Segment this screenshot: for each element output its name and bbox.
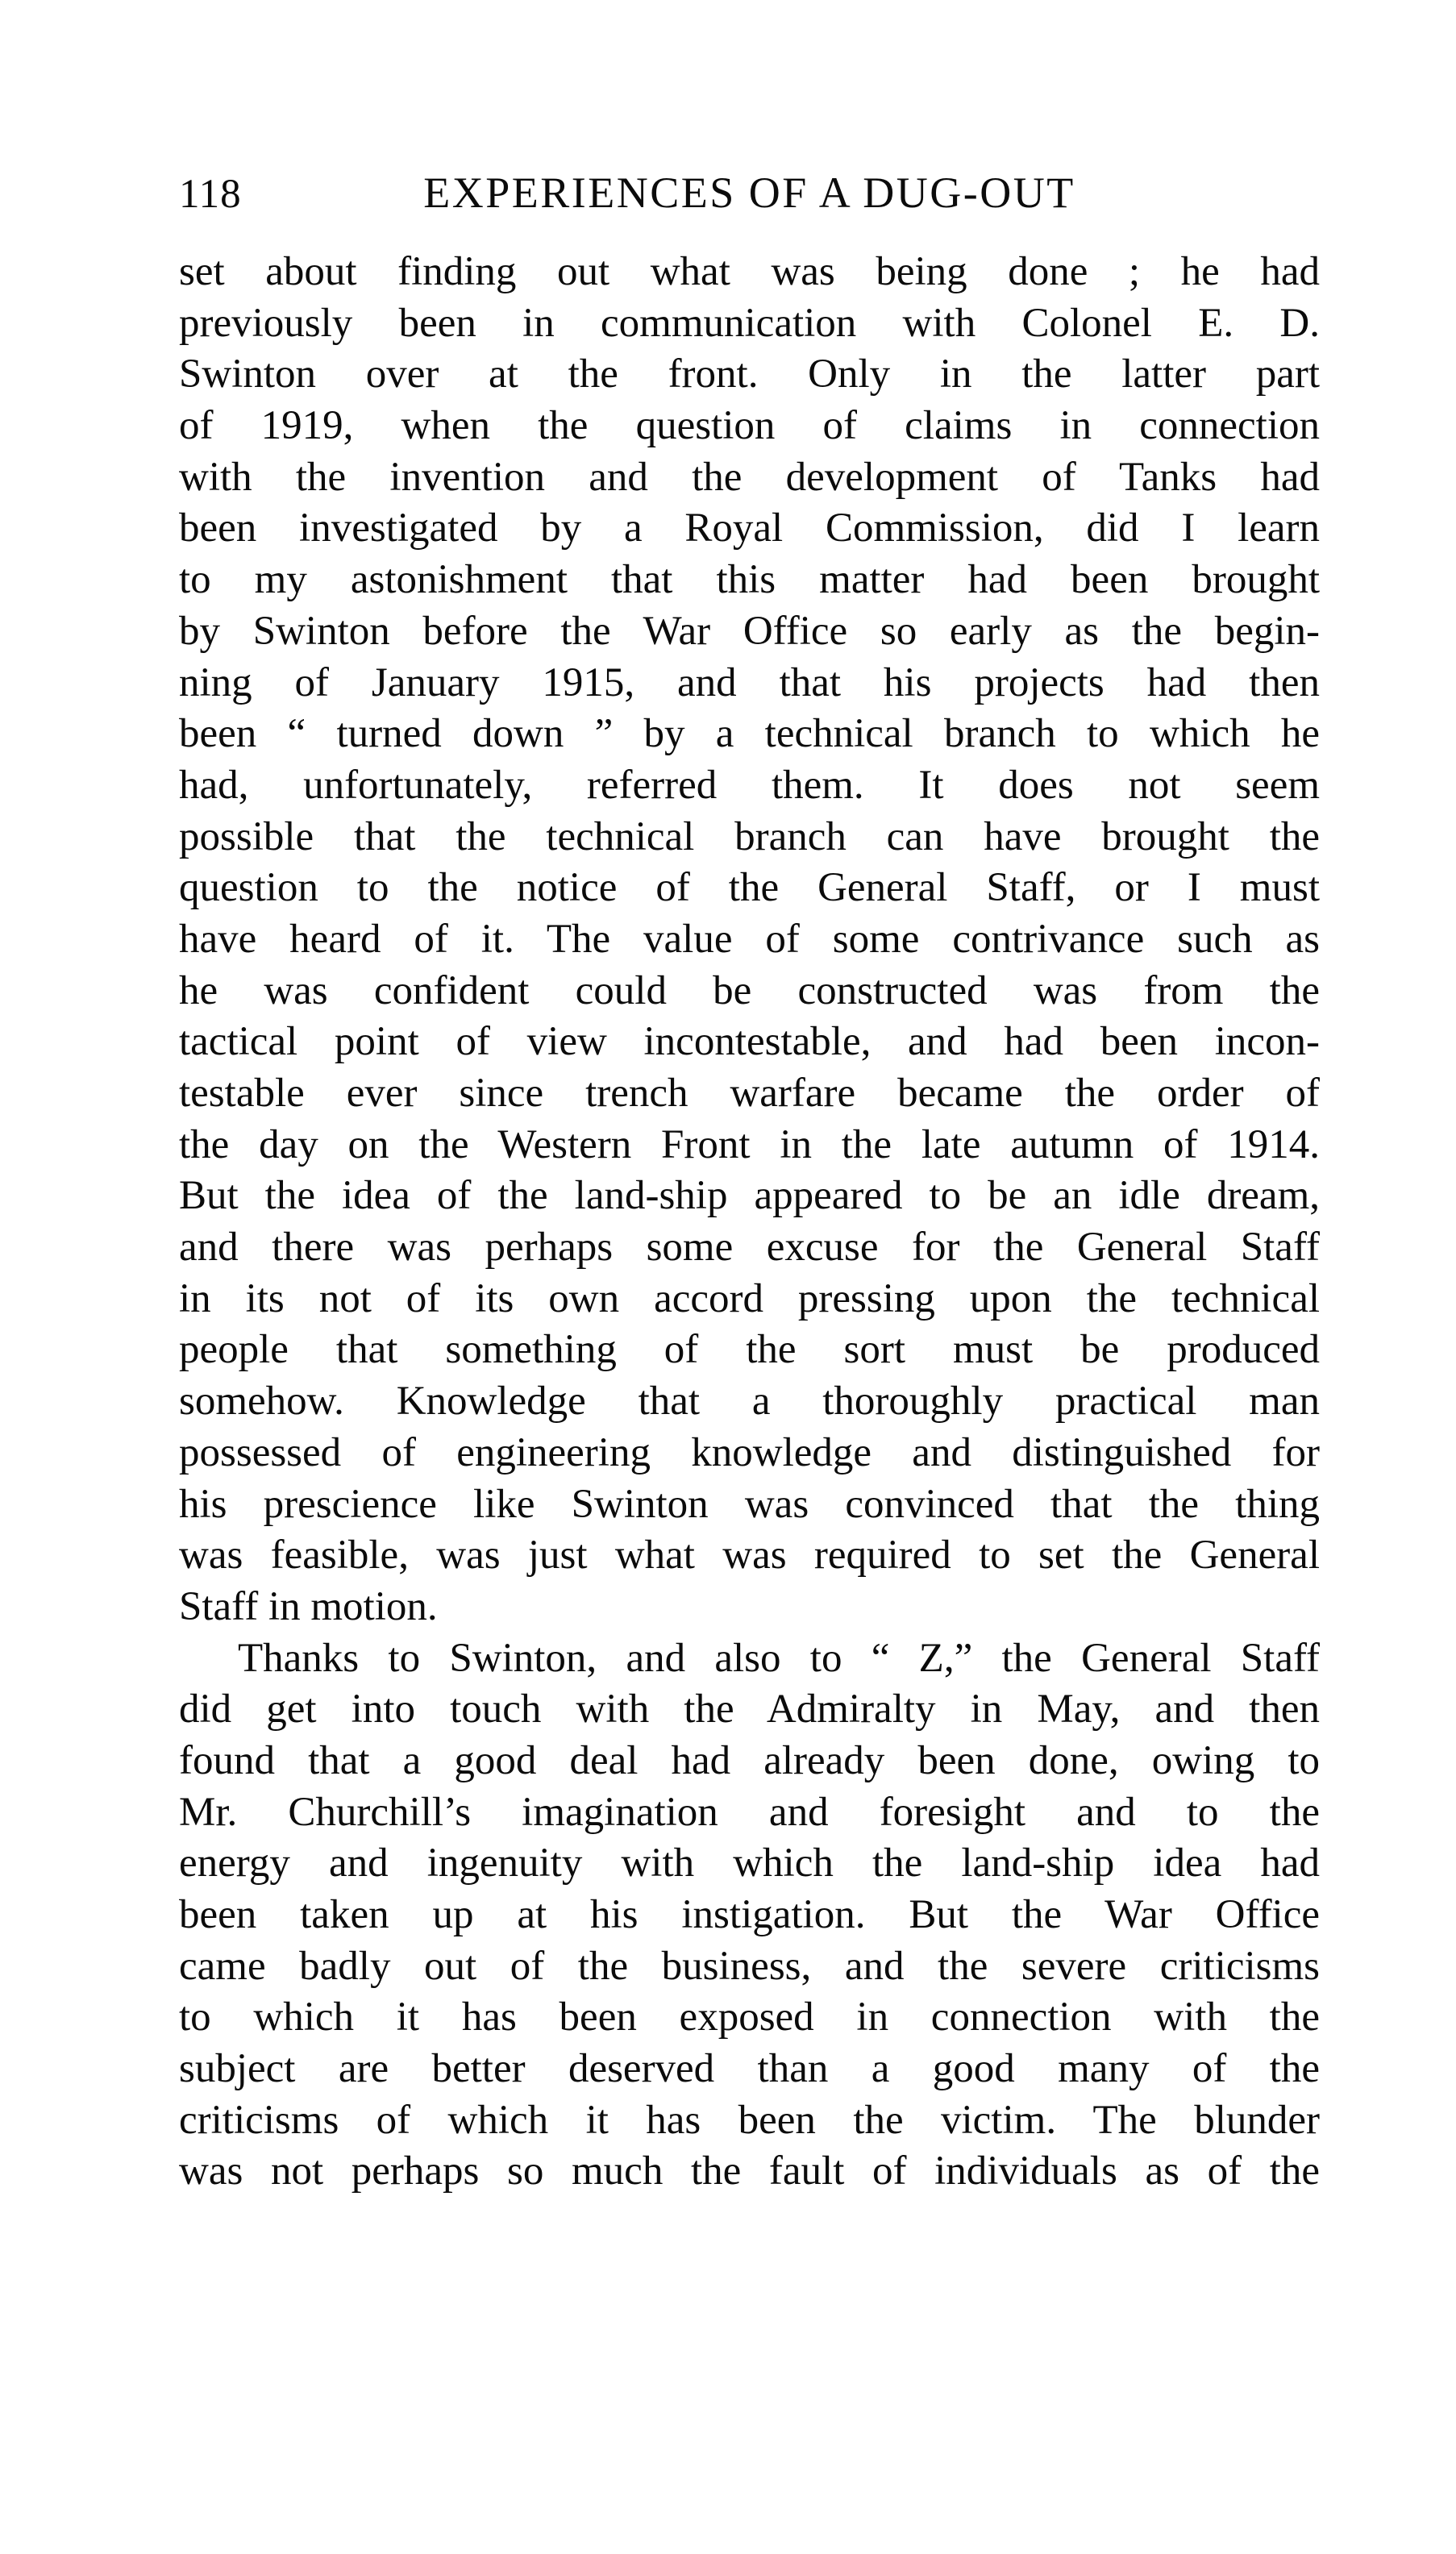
- text-line: somehow. Knowledge that a thoroughly practical man: [179, 1379, 1320, 1425]
- text-line: people that something of the sort must be produced: [179, 1327, 1320, 1373]
- text-line: been taken up at his instigation. But the War Office: [179, 1892, 1320, 1937]
- page-body-text: [179, 247, 1320, 2198]
- running-header: [179, 168, 1320, 216]
- text-line: question to the notice of the General Staff, or I must: [179, 865, 1320, 911]
- text-line: previously been in communication with Colonel E. D.: [179, 300, 1320, 346]
- text-line: had, unfortunately, referred them. It does not seem: [179, 762, 1320, 808]
- text-line: tactical point of view incontestable, and had been incon-: [179, 1019, 1320, 1065]
- text-line: been investigated by a Royal Commission, did I learn: [179, 505, 1320, 551]
- text-line: Staff in motion.: [179, 1583, 438, 1629]
- text-line: testable ever since trench warfare became the order of: [179, 1071, 1320, 1116]
- text-line: by Swinton before the War Office so early as the begin-: [179, 608, 1320, 654]
- page-number: 118: [179, 172, 242, 217]
- text-line: criticisms of which it has been the victim. The blunder: [179, 2097, 1320, 2143]
- text-line: found that a good deal had already been done, owing to: [179, 1737, 1320, 1783]
- running-title: EXPERIENCES OF A DUG-OUT: [423, 168, 1075, 217]
- text-line: came badly out of the business, and the severe criticisms: [179, 1943, 1320, 1989]
- text-line: ning of January 1915, and that his projects had then: [179, 659, 1320, 705]
- text-line: But the idea of the land-ship appeared to be an idle dream,: [179, 1173, 1320, 1219]
- text-line: he was confident could be constructed was from the: [179, 967, 1320, 1013]
- text-line: in its not of its own accord pressing upon the technical: [179, 1275, 1320, 1321]
- text-line: the day on the Western Front in the late autumn of 1914.: [179, 1121, 1320, 1167]
- text-line: was feasible, was just what was required to set the General: [179, 1533, 1320, 1579]
- text-line: energy and ingenuity with which the land-ship idea had: [179, 1841, 1320, 1886]
- text-line: have heard of it. The value of some contrivance such as: [179, 916, 1320, 962]
- text-line: did get into touch with the Admiralty in May, and then: [179, 1687, 1320, 1732]
- text-line: possessed of engineering knowledge and distinguished for: [179, 1429, 1320, 1475]
- text-line: been “ turned down ” by a technical branch to which he: [179, 711, 1320, 757]
- text-line: his prescience like Swinton was convinced that the thing: [179, 1481, 1320, 1527]
- text-line: was not perhaps so much the fault of individuals as of the: [179, 2148, 1320, 2194]
- text-line: of 1919, when the question of claims in connection: [179, 403, 1320, 449]
- text-line: to which it has been exposed in connection with the: [179, 1995, 1320, 2040]
- text-line: to my astonishment that this matter had been brought: [179, 557, 1320, 603]
- text-line: set about finding out what was being done ; he had: [179, 249, 1320, 294]
- text-line: with the invention and the development of Tanks had: [179, 454, 1320, 500]
- text-line: and there was perhaps some excuse for the General Staff: [179, 1225, 1320, 1271]
- text-line: possible that the technical branch can have brought the: [179, 813, 1320, 859]
- text-line: subject are better deserved than a good many of the: [179, 2046, 1320, 2092]
- text-line: Swinton over at the front. Only in the latter part: [179, 351, 1320, 397]
- text-line: Thanks to Swinton, and also to “ Z,” the General Staff: [238, 1635, 1320, 1681]
- text-line: Mr. Churchill’s imagination and foresight and to the: [179, 1789, 1320, 1835]
